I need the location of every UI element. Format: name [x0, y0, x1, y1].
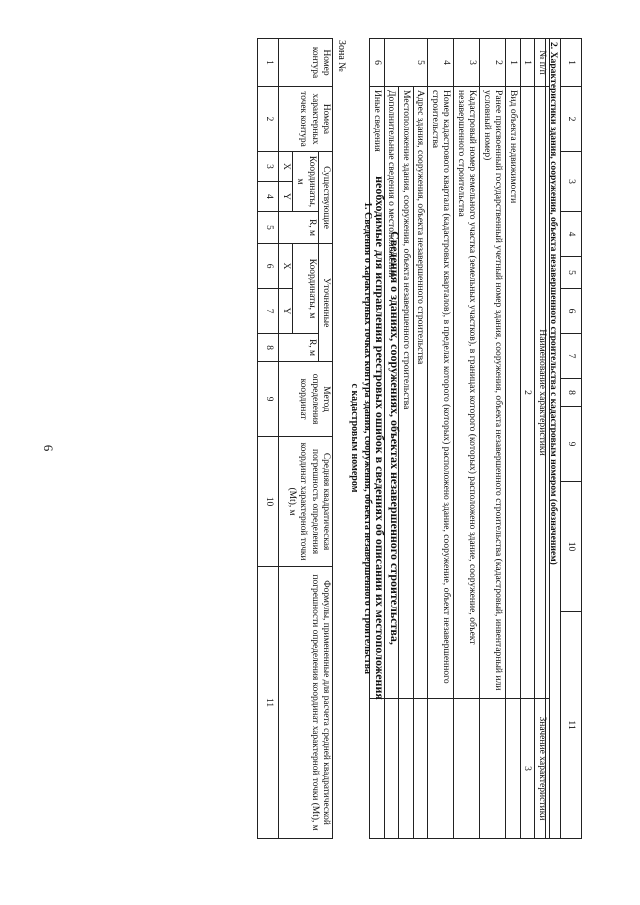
row-name: Номер кадастрового квартала (кадастровых кварталов), в пределах которого (которых) расположено здание, сооружение, объект незавершенного строительства: [428, 87, 454, 699]
row-num: 1: [506, 39, 521, 87]
section-title-line2: необходимые для исправления реестровых ошибок в сведениях об описании их местоположения: [373, 176, 387, 700]
col-num: 5: [561, 257, 582, 289]
header-refined-r: R, м: [278, 334, 318, 362]
col-num: 3: [561, 152, 582, 212]
row-name: Адрес здания, сооружения, объекта незавершенного строительства: [414, 87, 429, 699]
col-index: 4: [257, 182, 278, 212]
row-name: Дополнительные сведения о местоположении: [385, 87, 400, 699]
row-name: Кадастровый номер земельного участка (земельных участков), в границах которого (которых) расположено здание, сооружение, объект незавершенного строительства: [454, 87, 480, 699]
zone-label: Зона №: [336, 40, 347, 72]
header-value-index: 3: [521, 699, 536, 839]
row-value[interactable]: [480, 699, 506, 839]
section-title-line1: Сведения о зданиях, сооружениях, объектах незавершенного строительства,: [388, 231, 402, 645]
col-index: 11: [257, 567, 278, 839]
col-num: 1: [561, 39, 582, 87]
col-index: 8: [257, 334, 278, 362]
row-num: 3: [454, 39, 480, 87]
row-name: Вид объекта недвижимости: [506, 87, 521, 699]
row-value[interactable]: [428, 699, 454, 839]
header-num-index: 1: [521, 39, 536, 87]
section2-title: 2. Характеристики здания, сооружения, объекта незавершенного строительства с кадастровым номером (обозначением): [546, 39, 561, 839]
col-index: 6: [257, 244, 278, 289]
contour-points-table: [257, 38, 333, 839]
col-index: 7: [257, 289, 278, 334]
header-existing-x: X: [278, 152, 292, 182]
row-value[interactable]: [454, 699, 480, 839]
page-number: 6: [41, 444, 56, 452]
header-value: Значение характеристики: [535, 699, 550, 839]
row-num: 4: [428, 39, 454, 87]
row-name: Иные сведения: [370, 87, 385, 699]
col-num: 4: [561, 212, 582, 257]
header-existing-coords: Координаты, м: [293, 152, 319, 212]
col-index: 3: [257, 152, 278, 182]
subsection-title-line1: 1. Сведения о характерных точках контура здания, сооружения, объекта незавершенного строительства: [362, 201, 373, 675]
header-refined: Уточненные: [318, 244, 332, 362]
header-refined-x: X: [278, 244, 292, 289]
row-num: 5: [385, 39, 429, 87]
header-error: Средняя квадратическая погрешность определения координат характерной точки (Mt), м: [278, 437, 332, 567]
col-index: 5: [257, 212, 278, 244]
col-num: 11: [561, 612, 582, 839]
header-points: Номера характерных точек контура: [278, 87, 332, 152]
header-name-index: 2: [521, 87, 536, 699]
col-num: 6: [561, 289, 582, 334]
col-num: 9: [561, 407, 582, 482]
col-index: 2: [257, 87, 278, 152]
header-contour: Номер контура: [278, 39, 332, 87]
col-index: 1: [257, 39, 278, 87]
row-value[interactable]: [506, 699, 521, 839]
col-num: 8: [561, 379, 582, 407]
header-name: Наименование характеристики: [535, 87, 550, 699]
header-refined-coords: Координаты, м: [293, 244, 319, 334]
col-index: 9: [257, 362, 278, 437]
col-num: 7: [561, 334, 582, 379]
col-index: 10: [257, 437, 278, 567]
subsection-title-line2: с кадастровым номером: [349, 383, 360, 493]
col-num: 2: [561, 87, 582, 152]
column-number-row: [546, 38, 583, 839]
row-num: 2: [480, 39, 506, 87]
col-num: 10: [561, 482, 582, 612]
row-name: Местоположение здания, сооружения, объекта незавершенного строительства: [399, 87, 414, 699]
row-name: Ранее присвоенный государственный учетный номер здания, сооружения, объекта незавершенного строительства (кадастровый, инвентарный или условный номер): [480, 87, 506, 699]
header-existing: Существующие: [318, 152, 332, 244]
header-refined-y: Y: [278, 289, 292, 334]
header-num: № п/п: [535, 39, 550, 87]
header-formulas: Формулы, примененные для расчета средней квадратической погрешности определения координат характерной точки (Mt), м: [278, 567, 332, 839]
header-method: Метод определения координат: [278, 362, 332, 437]
header-existing-y: Y: [278, 182, 292, 212]
rotated-page-content: [92, 38, 582, 838]
row-num: 6: [370, 39, 385, 87]
row-value[interactable]: [414, 699, 429, 839]
header-existing-r: R, м: [278, 212, 318, 244]
